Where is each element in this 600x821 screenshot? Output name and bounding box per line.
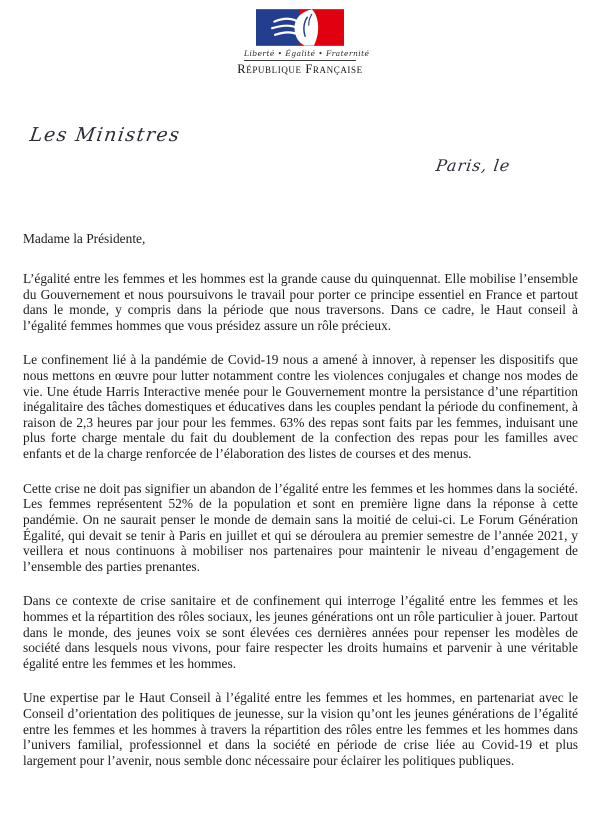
letter-paragraph: Dans ce contexte de crise sanitaire et de confinement qui interroge l’égalité entre les femmes et les hommes et la répartition des rôles sociaux, les jeunes générations ont un rôle particulier à jouer. Partout dans le monde, des jeunes voix se sont élevées ces dernières années pour repenser les modèles de société dans lesquels nous vivons, pour faire respecter les droits humains et parvenir à une véritable égalité entre les femmes et les hommes.: [23, 593, 578, 671]
letter-paragraph: Une expertise par le Haut Conseil à l’égalité entre les femmes et les hommes, en partenariat avec le Conseil d’orientation des politiques de jeunesse, sur la vision qu’ont les jeunes générations de l’égalité entre les femmes et les hommes à travers la répartition des rôles entre les femmes et les hommes dans l’univers familial, professionnel et dans la société en période de crise liée au Covid-19 et plus largement pour l’avenir, nous semble donc nécessaire pour éclairer les politiques publiques.: [23, 690, 578, 768]
letter-body: [23, 231, 578, 787]
salutation: Madame la Présidente,: [23, 231, 146, 246]
logo-republic-name: République Française: [237, 62, 363, 76]
letter-paragraph: Le confinement lié à la pandémie de Covid-19 nous a amené à innover, à repenser les dispositifs que nous mettons en œuvre pour lutter notamment contre les violences conjugales et change nos modes de vie. Une étude Harris Interactive menée pour le Gouvernement montre la persistance d’une répartition inégalitaire des tâches domestiques et éducatives dans les couples pendant la période du confinement, à raison de 2,3 heures par jour pour les femmes. 63% des repas sont faits par les femmes, induisant une plus forte charge mentale du fait du doublement de la confection des repas pour les familles avec enfants et de la charge renforcée de l’élaboration des listes de courses et des menus.: [23, 352, 578, 462]
marianne-flag-icon: [256, 9, 344, 46]
republique-francaise-logo: [237, 9, 370, 77]
letterhead: [0, 9, 600, 77]
place-date-script: Paris, le: [434, 156, 512, 175]
sender-script-les-ministres: Les Ministres: [28, 124, 183, 146]
letter-paragraph: L’égalité entre les femmes et les hommes est la grande cause du quinquennat. Elle mobilise l’ensemble du Gouvernement et nous poursuivons le travail pour porter ce principe essentiel en France et partout dans le monde, y compris dans la période que nous traversons. Dans ce cadre, le Haut conseil à l’égalité femmes hommes que vous présidez assure un rôle précieux.: [23, 271, 578, 333]
logo-motto: Liberté • Égalité • Fraternité: [244, 49, 356, 61]
letter-paragraph: Cette crise ne doit pas signifier un abandon de l’égalité entre les femmes et les hommes dans la société. Les femmes représentent 52% de la population et sont en première ligne dans la réponse à cette pandémie. On ne saurait penser le monde de demain sans la moitié de celui-ci. Le Forum Génération Égalité, qui devait se tenir à Paris en juillet et qui se déroulera au premier semestre de l’année 2021, y veillera et nous continuons à mobiliser nos partenaires pour maintenir le niveau d’engagement de l’ensemble des parties prenantes.: [23, 480, 578, 574]
